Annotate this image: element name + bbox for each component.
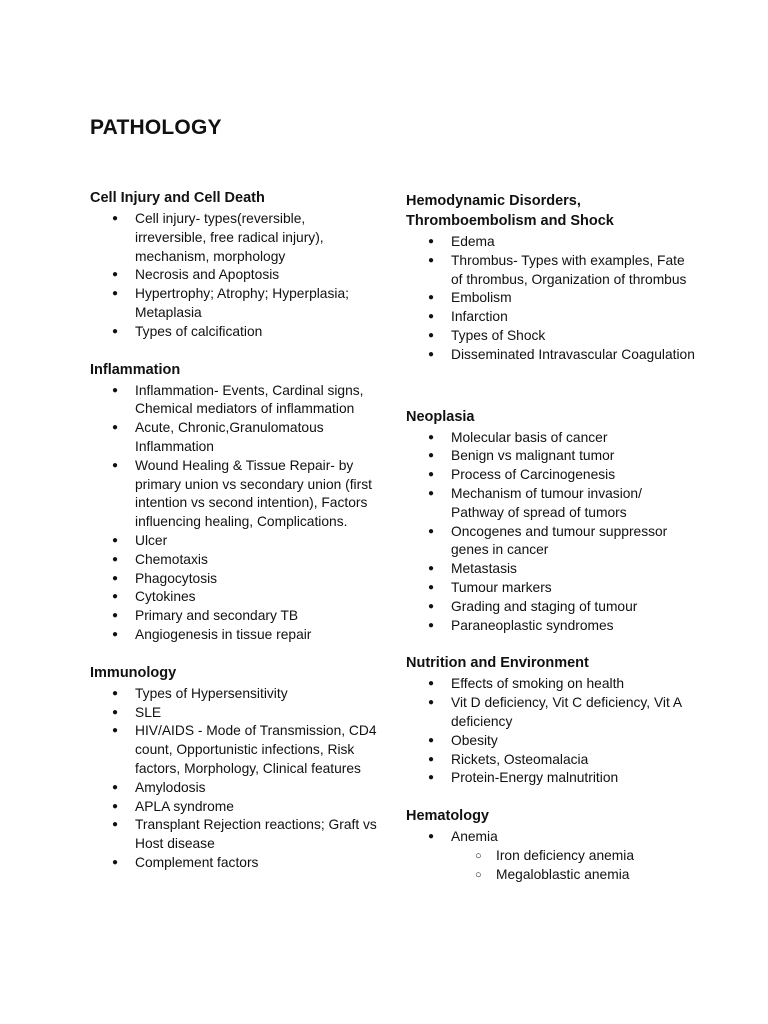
section-heading: Immunology <box>90 664 177 681</box>
bullet-icon: ● <box>428 581 435 593</box>
list-item: ● Effects of smoking on health <box>406 675 696 694</box>
list-item: ● Edema <box>406 233 696 252</box>
list-item: ● Types of Hypersensitivity <box>90 685 380 704</box>
section-immunology <box>90 663 380 873</box>
list-item: ● HIV/AIDS - Mode of Transmission, CD4 count, Opportunistic infections, Risk factors, Morphology, Clinical features <box>112 723 377 776</box>
bullet-icon: ● <box>112 534 119 546</box>
bullet-icon: ● <box>112 706 119 718</box>
right-column <box>406 191 696 903</box>
bullet-icon: ● <box>428 236 435 247</box>
list-item: ● Paraneoplastic syndromes <box>406 617 696 636</box>
bullet-icon: ● <box>428 619 435 631</box>
bullet-icon: ● <box>112 591 119 603</box>
bullet-icon: ● <box>428 450 435 462</box>
bullet-icon: ● <box>428 678 435 690</box>
bullet-list <box>90 685 380 873</box>
bullet-icon: ● <box>428 753 435 765</box>
bullet-icon: ● <box>428 563 435 575</box>
list-item: ● Hypertrophy; Atrophy; Hyperplasia; Metaplasia <box>112 286 349 320</box>
list-item: ● Transplant Rejection reactions; Graft vs Host disease <box>112 817 377 852</box>
section-inflammation <box>90 360 380 645</box>
section-heading: Hematology <box>406 808 489 825</box>
list-item: ● Acute, Chronic,Granulomatous Inflammation <box>112 420 324 454</box>
bullet-icon: ● <box>428 734 435 746</box>
bullet-icon: ● <box>428 329 435 341</box>
bullet-icon: ● <box>428 254 435 266</box>
section-hemodynamic <box>406 191 696 365</box>
bullet-icon: ● <box>428 697 435 709</box>
bullet-icon: ● <box>428 487 435 499</box>
bullet-icon: ● <box>112 553 119 565</box>
list-item: ● Embolism <box>406 289 696 308</box>
list-item: ● APLA syndrome <box>90 798 380 817</box>
list-item: ● Obesity <box>406 732 696 751</box>
section-heading: Inflammation <box>90 361 181 378</box>
bullet-icon: ● <box>112 384 119 396</box>
list-item: ● Cytokines <box>90 588 380 607</box>
bullet-icon: ● <box>112 213 119 224</box>
bullet-list <box>406 675 696 788</box>
bullet-icon: ● <box>112 800 119 812</box>
bullet-icon: ● <box>112 288 119 300</box>
sub-bullet-list <box>451 847 696 885</box>
list-item: ● Phagocytosis <box>90 570 380 589</box>
list-item: ● Chemotaxis <box>90 551 380 570</box>
list-item: ● Tumour markers <box>406 579 696 598</box>
list-item: ● Grading and staging of tumour <box>406 598 696 617</box>
bullet-icon: ● <box>112 610 119 622</box>
section-neoplasia <box>406 407 696 636</box>
bullet-icon: ● <box>112 856 119 868</box>
section-cell-injury <box>90 188 380 342</box>
list-item: ● Process of Carcinogenesis <box>406 466 696 485</box>
list-item: ● Anemia ○ Iron deficiency anemia ○ Megaloblastic anemia <box>406 828 696 884</box>
list-item: ● Cell injury- types(reversible, irreversible, free radical injury), mechanism, morphology <box>112 211 324 264</box>
section-heading: Hemodynamic Disorders, Thromboembolism and Shock <box>406 193 614 229</box>
section-heading: Nutrition and Environment <box>406 655 589 672</box>
bullet-list <box>90 210 380 342</box>
bullet-icon: ● <box>428 348 435 360</box>
bullet-list <box>90 382 380 645</box>
bullet-icon: ● <box>428 469 435 481</box>
bullet-icon: ● <box>112 687 119 699</box>
hollow-bullet-icon: ○ <box>475 868 482 881</box>
bullet-icon: ● <box>112 459 119 471</box>
list-item: ● Ulcer <box>90 532 380 551</box>
list-item: ● Molecular basis of cancer <box>406 429 696 448</box>
bullet-icon: ● <box>112 269 119 281</box>
bullet-icon: ● <box>428 831 435 843</box>
bullet-icon: ● <box>428 292 435 304</box>
list-item: ● Types of Shock <box>406 327 696 346</box>
bullet-list <box>406 429 696 636</box>
page-title: PATHOLOGY <box>90 116 222 139</box>
bullet-icon: ● <box>428 772 435 784</box>
list-item: ● Benign vs malignant tumor <box>406 447 696 466</box>
list-item: ● Wound Healing & Tissue Repair- by primary union vs secondary union (first intention vs second intention), Factors influencing healing, Complications. <box>112 457 372 530</box>
bullet-icon: ● <box>112 628 119 640</box>
bullet-list <box>406 828 696 884</box>
list-item: ● Vit D deficiency, Vit C deficiency, Vit A deficiency <box>428 695 682 729</box>
bullet-icon: ● <box>112 781 119 793</box>
bullet-icon: ● <box>112 572 119 584</box>
section-heading: Neoplasia <box>406 408 475 425</box>
list-item: ● SLE <box>90 704 380 723</box>
bullet-icon: ● <box>112 325 119 337</box>
list-item: ● Angiogenesis in tissue repair <box>90 626 380 645</box>
section-nutrition <box>406 653 696 788</box>
list-item: ● Types of calcification <box>90 323 380 342</box>
bullet-icon: ● <box>112 422 119 434</box>
list-item: ● Necrosis and Apoptosis <box>90 266 380 285</box>
section-heading: Cell Injury and Cell Death <box>90 190 265 206</box>
bullet-icon: ● <box>112 819 119 831</box>
list-item: ● Thrombus- Types with examples, Fate of thrombus, Organization of thrombus <box>428 252 687 287</box>
bullet-icon: ● <box>428 525 435 537</box>
sub-list-item: ○ Iron deficiency anemia <box>451 847 696 866</box>
list-item: ● Metastasis <box>406 560 696 579</box>
list-item: ● Complement factors <box>90 854 380 873</box>
bullet-icon: ● <box>428 431 435 443</box>
bullet-icon: ● <box>428 600 435 612</box>
list-item: ● Inflammation- Events, Cardinal signs, Chemical mediators of inflammation <box>112 382 364 417</box>
bullet-icon: ● <box>428 311 435 323</box>
left-column <box>90 188 380 891</box>
section-hematology <box>406 806 696 884</box>
list-item: ● Protein-Energy malnutrition <box>406 769 696 788</box>
list-item: ● Infarction <box>406 308 696 327</box>
list-item: ● Oncogenes and tumour suppressor genes in cancer <box>428 523 668 558</box>
list-item: ● Amylodosis <box>90 779 380 798</box>
hollow-bullet-icon: ○ <box>475 849 482 862</box>
sub-list-item: ○ Megaloblastic anemia <box>451 866 696 885</box>
list-item: ● Rickets, Osteomalacia <box>406 751 696 770</box>
list-item: ● Primary and secondary TB <box>90 607 380 626</box>
bullet-list <box>406 233 696 365</box>
bullet-icon: ● <box>112 725 119 737</box>
list-item: ● Disseminated Intravascular Coagulation <box>406 346 696 365</box>
list-item: ● Mechanism of tumour invasion/ Pathway of spread of tumors <box>428 485 642 520</box>
